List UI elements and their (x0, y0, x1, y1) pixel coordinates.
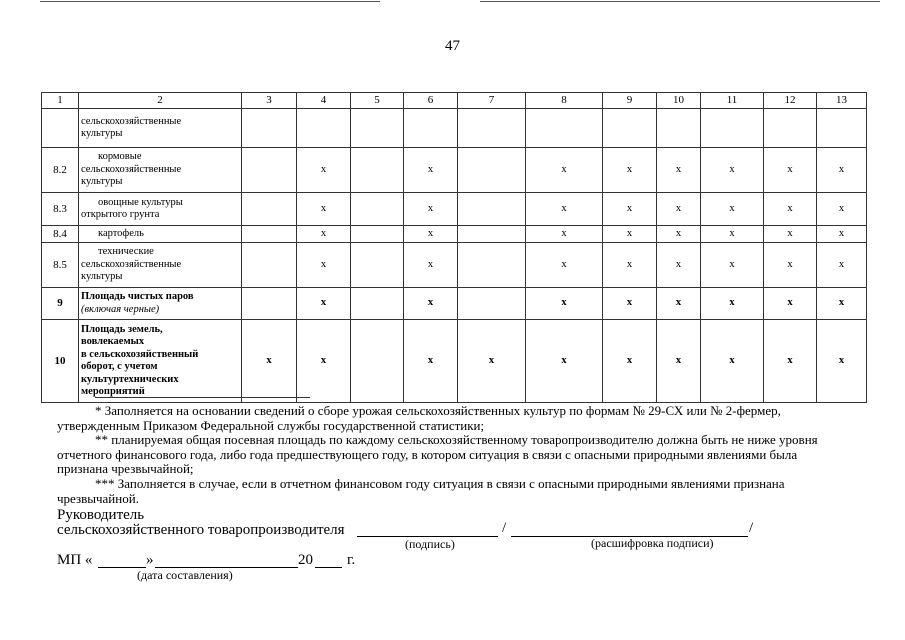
table-header-row (42, 93, 867, 109)
value-cell: x (764, 148, 817, 193)
footnote-line: ** планируемая общая посевная площадь по каждому сельскохозяйственному товаропроизводителю должна быть не ниже уровня (95, 432, 818, 448)
row-number-cell: 8.2 (42, 148, 79, 193)
top-border-right (480, 1, 880, 2)
value-cell: x (764, 226, 817, 243)
value-cell: x (603, 288, 657, 320)
value-cell (657, 109, 701, 148)
table-row (42, 109, 867, 148)
value-cell: x (657, 288, 701, 320)
year-suffix: г. (347, 552, 356, 568)
row-number-cell: 9 (42, 288, 79, 320)
row-label-cell (79, 193, 242, 226)
footnote-line: признана чрезвычайной; (57, 461, 194, 477)
value-cell (458, 148, 526, 193)
value-cell: x (404, 148, 458, 193)
value-cell: x (526, 288, 603, 320)
row-label-line: Площадь земель, (81, 323, 163, 335)
signature-slash-end: / (749, 520, 754, 536)
table-row (42, 320, 867, 403)
value-cell (351, 226, 404, 243)
value-cell (701, 109, 764, 148)
row-number-cell: 8.5 (42, 243, 79, 288)
value-cell: x (603, 226, 657, 243)
value-cell (764, 109, 817, 148)
value-cell (242, 288, 297, 320)
value-cell (404, 109, 458, 148)
footnotes (57, 404, 847, 506)
row-label-cell (79, 226, 242, 243)
row-label-line: культуры (81, 176, 123, 188)
row-label-line: Площадь чистых паров (81, 291, 194, 302)
footnote-line: утвержденным Приказом Федеральной службы государственной статистики; (57, 417, 485, 433)
footnote-line: отчетного финансового года, либо года предшествующего году, в котором ситуация в связи с опасными природными явлениями была (57, 446, 798, 462)
row-label-line: кормовые (98, 151, 142, 163)
row-label-line: овощные культуры (98, 196, 183, 208)
header-cell: 9 (603, 93, 657, 109)
value-cell (351, 243, 404, 288)
value-cell: x (701, 148, 764, 193)
page-number: 47 (445, 38, 460, 54)
signature-caption: (подпись) (405, 537, 455, 551)
row-label-line: сельскохозяйственные (81, 115, 182, 127)
table-row (42, 243, 867, 288)
value-cell: x (817, 226, 867, 243)
footnote-line: * Заполняется на основании сведений о сборе урожая сельскохозяйственных культур по формам № 29-СХ или № 2-фермер, (95, 403, 781, 418)
value-cell (351, 193, 404, 226)
header-cell: 2 (79, 93, 242, 109)
value-cell: x (764, 193, 817, 226)
value-cell: x (817, 243, 867, 288)
value-cell: x (297, 148, 351, 193)
row-label-line: сельскохозяйственные (81, 258, 182, 270)
table-row (42, 226, 867, 243)
value-cell (242, 193, 297, 226)
top-border-left (40, 1, 380, 2)
mp-label: МП « (57, 552, 93, 568)
header-cell: 12 (764, 93, 817, 109)
value-cell (351, 148, 404, 193)
header-cell: 8 (526, 93, 603, 109)
value-cell: x (603, 320, 657, 403)
row-label-line: культуртехнических (81, 373, 179, 385)
data-table (41, 92, 867, 403)
value-cell: x (404, 226, 458, 243)
value-cell (351, 109, 404, 148)
value-cell (297, 109, 351, 148)
row-label-line: вовлекаемых (81, 336, 145, 347)
value-cell (242, 148, 297, 193)
value-cell: x (701, 243, 764, 288)
value-cell: x (404, 243, 458, 288)
row-label-cell (79, 148, 242, 193)
date-quote-close: » (146, 552, 154, 568)
value-cell: x (764, 320, 817, 403)
row-label-line: в сельскохозяйственный (81, 348, 199, 360)
value-cell (351, 320, 404, 403)
signature-slash: / (502, 520, 507, 536)
value-cell: x (526, 320, 603, 403)
value-cell (458, 226, 526, 243)
header-cell: 10 (657, 93, 701, 109)
value-cell: x (297, 193, 351, 226)
row-label-line: технические (98, 246, 154, 258)
row-label-line: картофель (98, 227, 144, 239)
table-body (42, 109, 867, 403)
value-cell (458, 193, 526, 226)
row-label-line: культуры (81, 128, 123, 139)
row-number-cell (42, 109, 79, 148)
value-cell: x (764, 288, 817, 320)
value-cell (242, 243, 297, 288)
value-cell (526, 109, 603, 148)
row-number-cell: 8.3 (42, 193, 79, 226)
value-cell: x (242, 320, 297, 403)
value-cell: x (701, 288, 764, 320)
row-label-note: (включая черные) (81, 303, 160, 315)
table-row (42, 148, 867, 193)
head-label: Руководитель (57, 507, 145, 523)
value-cell: x (603, 243, 657, 288)
row-number-cell: 10 (42, 320, 79, 403)
value-cell: x (764, 243, 817, 288)
header-cell: 5 (351, 93, 404, 109)
value-cell: x (297, 288, 351, 320)
value-cell: x (526, 148, 603, 193)
value-cell: x (603, 148, 657, 193)
header-cell: 3 (242, 93, 297, 109)
row-label-line: сельскохозяйственные (81, 163, 182, 175)
row-label-cell (79, 288, 242, 320)
value-cell: x (701, 193, 764, 226)
header-cell: 13 (817, 93, 867, 109)
value-cell: x (657, 193, 701, 226)
value-cell (458, 109, 526, 148)
footnote-separator (95, 397, 310, 398)
value-cell: x (404, 288, 458, 320)
date-year-line[interactable] (315, 567, 342, 568)
row-label-cell (79, 243, 242, 288)
value-cell: x (603, 193, 657, 226)
value-cell: x (657, 320, 701, 403)
table-row (42, 193, 867, 226)
row-label-line: мероприятий (81, 386, 145, 397)
value-cell (817, 109, 867, 148)
value-cell: x (701, 226, 764, 243)
value-cell (458, 243, 526, 288)
value-cell: x (297, 226, 351, 243)
header-cell: 4 (297, 93, 351, 109)
value-cell: x (701, 320, 764, 403)
year-prefix: 20 (298, 552, 313, 568)
date-caption: (дата составления) (137, 568, 233, 582)
value-cell (603, 109, 657, 148)
value-cell: x (458, 320, 526, 403)
value-cell: x (817, 148, 867, 193)
value-cell (458, 288, 526, 320)
header-cell: 6 (404, 93, 458, 109)
header-cell: 11 (701, 93, 764, 109)
row-label-line: открытого грунта (81, 209, 160, 220)
value-cell: x (526, 243, 603, 288)
table-row (42, 288, 867, 320)
producer-label: сельскохозяйственного товаропроизводителя (57, 522, 345, 538)
row-label-cell (79, 320, 242, 403)
value-cell: x (526, 226, 603, 243)
value-cell: x (297, 320, 351, 403)
value-cell: x (297, 243, 351, 288)
header-cell: 1 (42, 93, 79, 109)
header-cell: 7 (458, 93, 526, 109)
value-cell: x (817, 193, 867, 226)
value-cell (242, 226, 297, 243)
value-cell: x (817, 288, 867, 320)
row-label-line: культуры (81, 271, 123, 283)
signature-decode-caption: (расшифровка подписи) (591, 536, 714, 550)
value-cell (351, 288, 404, 320)
value-cell: x (657, 148, 701, 193)
value-cell: x (657, 243, 701, 288)
value-cell: x (817, 320, 867, 403)
value-cell: x (657, 226, 701, 243)
value-cell: x (404, 320, 458, 403)
footnote-line: *** Заполняется в случае, если в отчетном финансовом году ситуация в связи с опасными природными явлениями признана (95, 475, 785, 491)
value-cell: x (404, 193, 458, 226)
value-cell: x (526, 193, 603, 226)
value-cell (242, 109, 297, 148)
row-label-cell (79, 109, 242, 148)
footnote-line: чрезвычайной. (57, 490, 139, 506)
row-number-cell: 8.4 (42, 226, 79, 243)
row-label-line: оборот, с учетом (81, 361, 158, 372)
